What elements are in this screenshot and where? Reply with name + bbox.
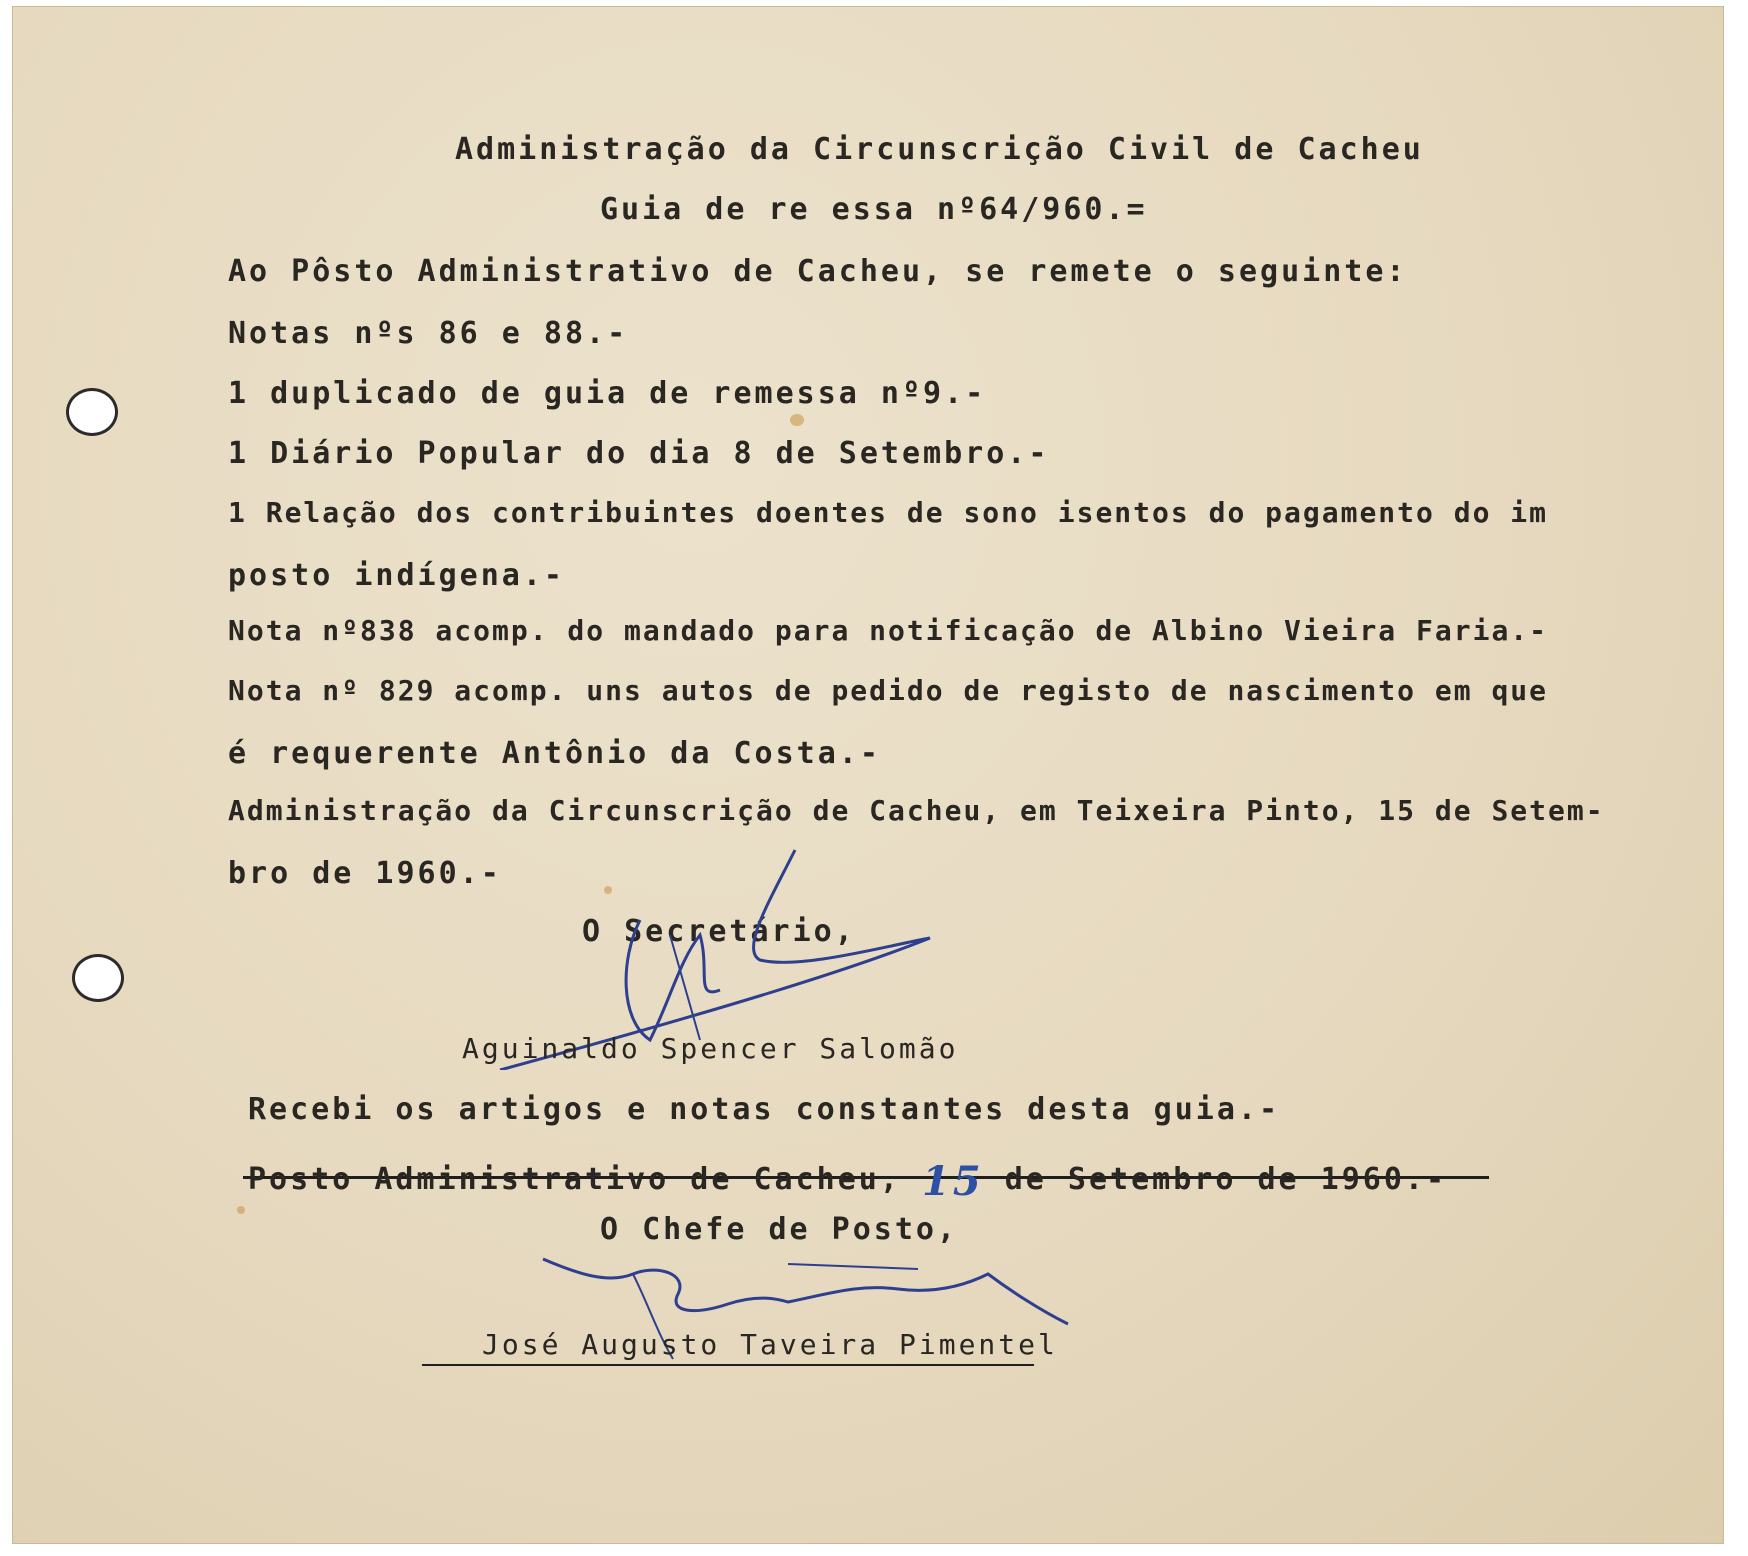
secretary-name: Aguinaldo Spencer Salomão <box>462 1032 959 1065</box>
recipient-line: Ao Pôsto Administrativo de Cacheu, se remete o seguinte: <box>228 254 1408 289</box>
paper-stain <box>790 414 804 426</box>
item-line: Nota nº 829 acomp. uns autos de pedido de registo de nascimento em que <box>228 674 1549 707</box>
chief-name: José Augusto Taveira Pimentel <box>482 1328 1058 1361</box>
item-line: Notas nºs 86 e 88.- <box>228 316 629 351</box>
handwritten-day: 15 <box>921 1158 984 1205</box>
receipt-date-suffix: de Setembro de 1960.- <box>1004 1162 1448 1197</box>
item-line: 1 duplicado de guia de remessa nº9.- <box>228 376 987 411</box>
guide-number: Guia de re essa nº64/960.= <box>600 192 1148 227</box>
secretary-title: O Secretário, <box>582 914 856 949</box>
punch-hole-top <box>66 388 118 436</box>
item-line: Nota nº838 acomp. do mandado para notificação de Albino Vieira Faria.- <box>228 614 1549 647</box>
place-date-line: bro de 1960.- <box>228 856 502 891</box>
item-line: é requerente Antônio da Costa.- <box>228 736 881 771</box>
header-office: Administração da Circunscrição Civil de Cacheu <box>455 132 1424 167</box>
item-line: posto indígena.- <box>228 558 565 593</box>
receipt-date-line <box>248 1152 1448 1205</box>
chief-title: O Chefe de Posto, <box>600 1212 959 1247</box>
paper-stain <box>237 1206 245 1214</box>
punch-hole-bottom <box>72 954 124 1002</box>
receipt-line: Recebi os artigos e notas constantes desta guia.- <box>248 1092 1281 1127</box>
receipt-place: Posto Administrativo de Cacheu, <box>248 1162 901 1197</box>
signature-rule-chief <box>422 1364 1034 1366</box>
item-line: 1 Diário Popular do dia 8 de Setembro.- <box>228 436 1050 471</box>
item-line: 1 Relação dos contribuintes doentes de sono isentos do pagamento do im <box>228 496 1549 529</box>
place-date-line: Administração da Circunscrição de Cacheu, em Teixeira Pinto, 15 de Setem- <box>228 794 1605 827</box>
